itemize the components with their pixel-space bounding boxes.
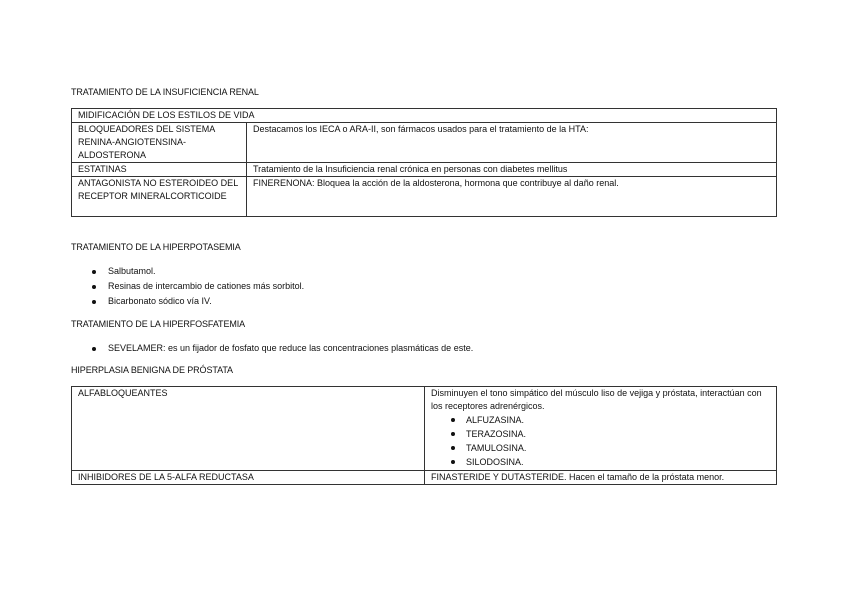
bullet-icon [451,446,455,450]
bullet-icon [92,300,96,304]
bullet-icon [92,285,96,289]
prostata-treatment-table [71,386,777,485]
table-row [72,471,777,485]
row-text: FINERENONA: Bloquea la acción de la aldosterona, hormona que contribuye al daño renal. [247,177,777,217]
list-item-text: TAMULOSINA. [466,443,527,453]
table-row [72,109,777,123]
row-label: BLOQUEADORES DEL SISTEMA RENINA-ANGIOTENSINA-ALDOSTERONA [72,123,247,163]
renal-section-title: TRATAMIENTO DE LA INSUFICIENCIA RENAL [71,87,259,97]
list-item [92,264,304,279]
bullet-icon [451,418,455,422]
bullet-icon [451,460,455,464]
row-label: ALFABLOQUEANTES [72,387,425,471]
list-item [92,294,304,309]
hiperpotasemia-section-title: TRATAMIENTO DE LA HIPERPOTASEMIA [71,242,241,252]
hiperfosfatemia-section-title: TRATAMIENTO DE LA HIPERFOSFATEMIA [71,319,246,329]
table-row [72,163,777,177]
bullet-icon [92,270,96,274]
list-item [431,427,770,441]
renal-treatment-table [71,108,777,217]
list-item-text: Bicarbonato sódico vía IV. [108,296,212,306]
lifestyle-header-cell: MIDIFICACIÓN DE LOS ESTILOS DE VIDA [72,109,777,123]
bullet-icon [451,432,455,436]
list-item-text: Resinas de intercambio de cationes más sorbitol. [108,281,305,291]
bullet-icon [92,347,96,351]
list-item-text: SEVELAMER: es un fijador de fosfato que reduce las concentraciones plasmáticas de este. [108,343,474,353]
list-item [92,279,304,294]
list-item-text: TERAZOSINA. [466,429,527,439]
row-label: ANTAGONISTA NO ESTEROIDEO DEL RECEPTOR MINERALCORTICOIDE [72,177,247,217]
table-row [72,177,777,217]
row-text: Destacamos los IECA o ARA-II, son fármacos usados para el tratamiento de la HTA: [247,123,777,163]
table-row [72,123,777,163]
table-row [72,387,777,471]
row-label: ESTATINAS [72,163,247,177]
row-text: Tratamiento de la Insuficiencia renal crónica en personas con diabetes mellitus [247,163,777,177]
list-item [431,441,770,455]
hiperpotasemia-list [92,264,304,309]
row-text-cell [425,387,777,471]
list-item-text: ALFUZASINA. [466,415,525,425]
list-item [431,455,770,469]
list-item-text: Salbutamol. [108,266,156,276]
row-label: INHIBIDORES DE LA 5-ALFA REDUCTASA [72,471,425,485]
list-item-text: SILODOSINA. [466,457,524,467]
list-item [92,341,473,356]
list-item [431,413,770,427]
hiperfosfatemia-list [92,341,473,356]
prostata-section-title: HIPERPLASIA BENIGNA DE PRÓSTATA [71,365,233,375]
row-text: Disminuyen el tono simpático del músculo liso de vejiga y próstata, interactúan con los receptores adrenérgicos. [431,388,762,411]
row-text: FINASTERIDE Y DUTASTERIDE. Hacen el tamaño de la próstata menor. [425,471,777,485]
